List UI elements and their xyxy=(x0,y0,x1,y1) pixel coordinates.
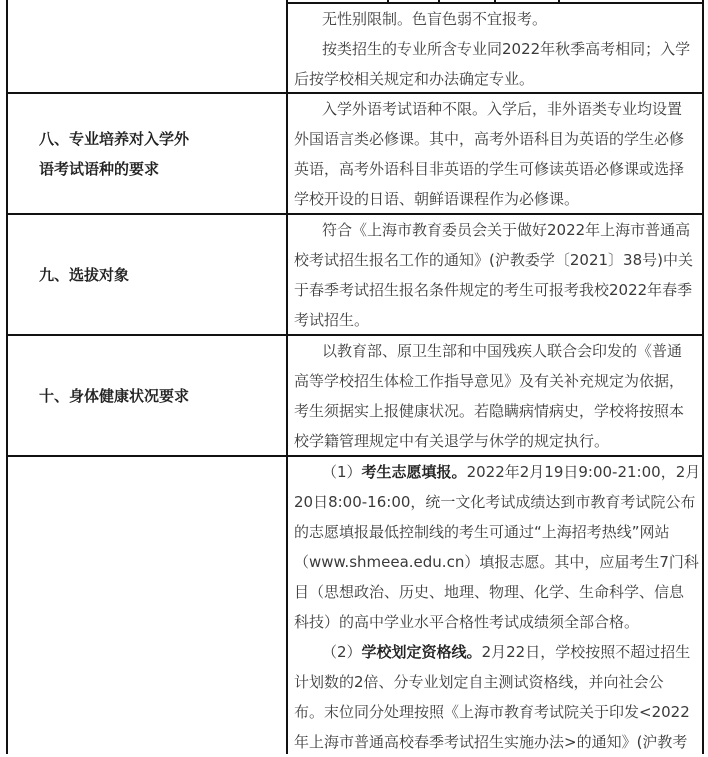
row-label-selection-target xyxy=(39,260,279,290)
step-number: （2） xyxy=(322,643,362,661)
table-border-right xyxy=(702,0,704,754)
label-line: 语考试语种的要求 xyxy=(39,160,160,178)
row-content-selection-target xyxy=(294,215,698,335)
text-line: 后按学校相关规定和办法确定专业。 xyxy=(294,70,535,88)
prev-row-divider xyxy=(494,0,496,3)
text-line: 入学外语考试语种不限。入学后，非外语类专业均设置 xyxy=(322,100,683,118)
row-content-foreign-language xyxy=(294,94,698,214)
prev-row-divider xyxy=(387,0,389,3)
text-line xyxy=(294,457,701,487)
label-line: 八、专业培养对入学外 xyxy=(39,130,190,148)
text-line: 20日8:00-16:00，统一文化考试成绩达到市教育考试院公布 xyxy=(294,493,696,511)
label-line: 九、选拔对象 xyxy=(39,266,130,284)
text-line: 布。末位同分处理按照《上海市教育考试院关于印发<2022 xyxy=(294,703,690,721)
text-line: （www.shmeea.edu.cn）填报志愿。其中，应届考生7门科 xyxy=(294,553,699,571)
label-line: 十、身体健康状况要求 xyxy=(39,387,190,405)
text-line: 外国语言类必修课。其中，高考外语科目为英语的学生必修 xyxy=(294,130,685,148)
text-line: 目（思想政治、历史、地理、物理、化学、生命科学、信息 xyxy=(294,583,685,601)
row-content-procedure xyxy=(294,457,701,757)
step-number: （1） xyxy=(322,463,362,481)
text-line: 以教育部、原卫生部和中国残疾人联合会印发的《普通 xyxy=(322,342,683,360)
text-line: 年上海市普通高校春季考试招生实施办法>的通知》(沪教考 xyxy=(294,733,688,751)
row-content-health xyxy=(294,336,698,456)
text-line: 考试招生。 xyxy=(294,311,370,329)
text-line: 校学籍管理规定中有关退学与休学的规定执行。 xyxy=(294,432,610,450)
text-line: 考生须据实上报健康状况。若隐瞒病情病史，学校将按照本 xyxy=(294,402,685,420)
table-border-left xyxy=(6,0,8,754)
prev-row-divider xyxy=(438,0,440,3)
text-line: 的志愿填报最低控制线的考生可通过“上海招考热线”网站 xyxy=(294,523,670,541)
row-content-continued xyxy=(294,4,698,94)
step-text: 2月22日，学校按照不超过招生 xyxy=(481,643,691,661)
text-line: 按类招生的专业所含专业同2022年秋季高考相同；入学 xyxy=(322,40,691,58)
text-line: 学校开设的日语、朝鲜语课程作为必修课。 xyxy=(294,190,580,208)
text-line: 无性别限制。色盲色弱不宜报考。 xyxy=(322,10,548,28)
step-title: 考生志愿填报。 xyxy=(361,463,467,481)
row-label-foreign-language xyxy=(39,124,279,184)
row-label-health xyxy=(39,381,279,411)
text-line: 科技）的高中学业水平合格性考试成绩须全部合格。 xyxy=(294,613,640,631)
text-line: 英语，高考外语科目非英语的学生可修读英语必修课或选择 xyxy=(294,160,685,178)
prev-row-divider xyxy=(558,0,560,3)
step-title: 学校划定资格线。 xyxy=(361,643,482,661)
step-text: 2022年2月19日9:00-21:00，2月 xyxy=(466,463,701,481)
text-line: 计划数的2倍、分专业划定自主测试资格线，并向社会公 xyxy=(294,673,664,691)
text-line: 校考试招生报名工作的通知》(沪教委学〔2021〕38号)中关 xyxy=(294,251,693,269)
text-line: 高等学校招生体检工作指导意见》及有关补充规定为依据， xyxy=(294,372,685,390)
text-line xyxy=(294,637,698,667)
table-column-divider xyxy=(286,0,288,754)
text-line: 符合《上海市教育委员会关于做好2022年上海市普通高 xyxy=(322,221,691,239)
text-line: 于春季考试招生报名条件规定的考生可报考我校2022年春季 xyxy=(294,281,693,299)
